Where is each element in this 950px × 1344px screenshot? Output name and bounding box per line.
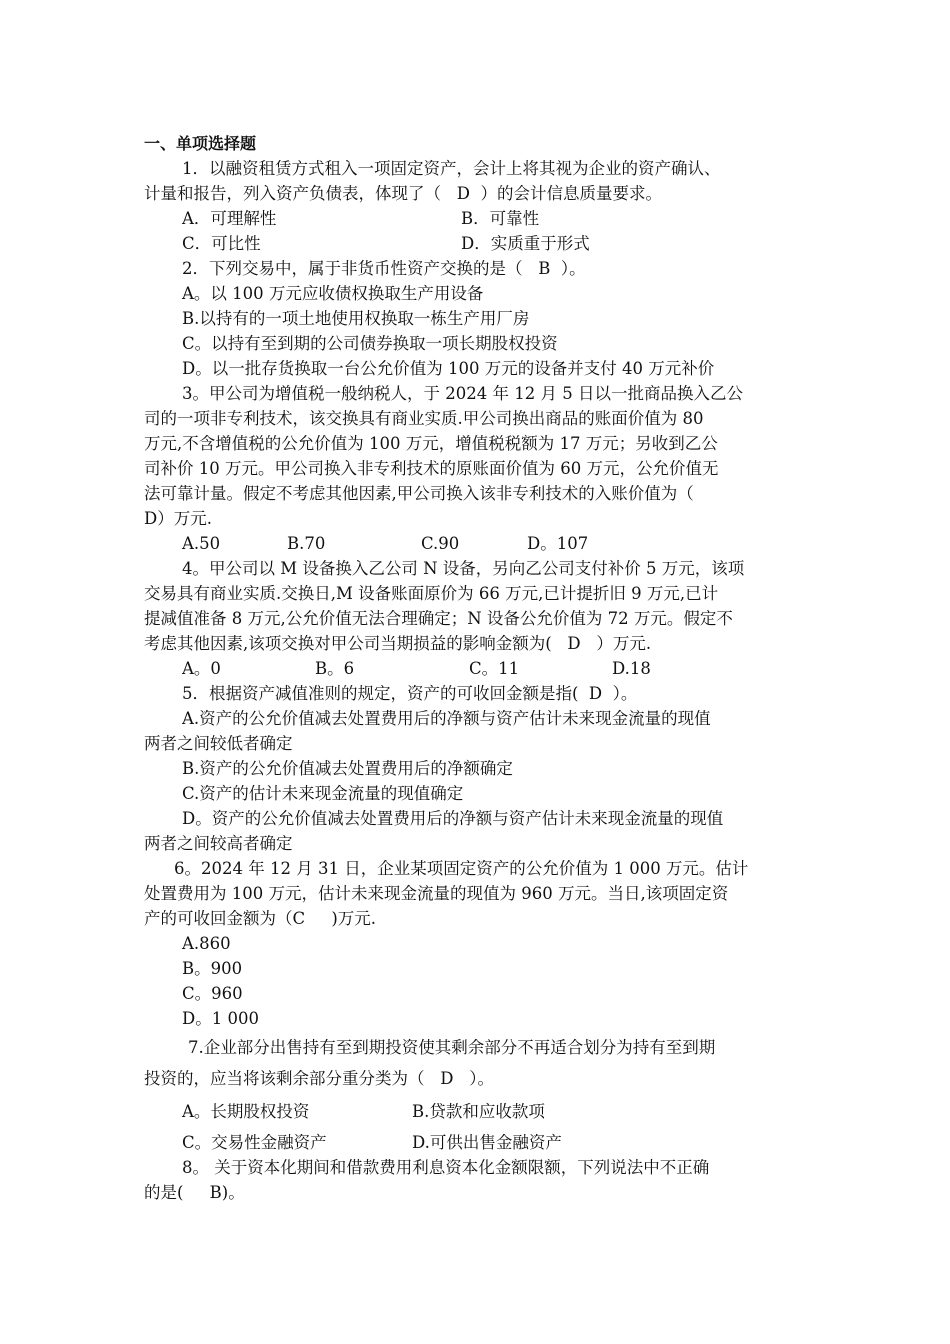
q6-option-c: C。960 [182, 984, 243, 1003]
q5-option-b: B.资产的公允价值减去处置费用后的净额确定 [182, 759, 513, 778]
q1-option-b: B．可靠性 [461, 209, 540, 228]
q1-option-d: D．实质重于形式 [461, 234, 590, 253]
q5-option-c: C.资产的估计未来现金流量的现值确定 [182, 784, 464, 803]
q3-stem-line2: 司的一项非专利技术，该交换具有商业实质.甲公司换出商品的账面价值为 80 [144, 409, 704, 428]
q6-option-b: B。900 [182, 959, 243, 978]
q6-stem-line2: 处置费用为 100 万元，估计未来现金流量的现值为 960 万元。当日,该项固定资 [144, 884, 729, 903]
q7-stem-line1: 7.企业部分出售持有至到期投资使其剩余部分不再适合划分为持有至到期 [188, 1038, 716, 1057]
q5-option-d-line1: D。资产的公允价值减去处置费用后的净额与资产估计未来现金流量的现值 [182, 809, 724, 828]
q7-option-c: C。交易性金融资产 [182, 1133, 327, 1152]
q4-stem-line3: 提减值准备 8 万元,公允价值无法合理确定；N 设备公允价值为 72 万元。假定不 [144, 609, 733, 628]
q8-stem-line2: 的是( B)。 [144, 1183, 245, 1202]
q6-option-d: D。1 000 [182, 1009, 259, 1028]
q3-stem-line3: 万元,不含增值税的公允价值为 100 万元，增值税税额为 17 万元；另收到乙公 [144, 434, 718, 453]
q4-option-d: D.18 [612, 659, 651, 678]
q3-stem-line1: 3。甲公司为增值税一般纳税人，于 2024 年 12 月 5 日以一批商品换入乙公 [182, 384, 743, 403]
q3-stem-line6: D）万元. [144, 509, 212, 528]
q4-stem-line4: 考虑其他因素,该项交换对甲公司当期损益的影响金额为( D ）万元. [144, 634, 652, 653]
q3-option-d: D。107 [527, 534, 589, 553]
q3-stem-line5: 法可靠计量。假定不考虑其他因素,甲公司换入该非专利技术的入账价值为（ [144, 484, 694, 503]
q1-stem-line2: 计量和报告，列入资产负债表，体现了（ D ）的会计信息质量要求。 [144, 184, 662, 203]
q6-option-a: A.860 [182, 934, 231, 953]
q5-option-a-line1: A.资产的公允价值减去处置费用后的净额与资产估计未来现金流量的现值 [182, 709, 711, 728]
q7-option-b: B.贷款和应收款项 [412, 1102, 545, 1121]
q6-stem-line1: 6。2024 年 12 月 31 日，企业某项固定资产的公允价值为 1 000 万元。估计 [174, 859, 749, 878]
q2-option-b: B.以持有的一项土地使用权换取一栋生产用厂房 [182, 309, 530, 328]
q4-option-a: A。0 [182, 659, 221, 678]
q2-option-d: D。以一批存货换取一台公允价值为 100 万元的设备并支付 40 万元补价 [182, 359, 715, 378]
q7-stem-line2: 投资的，应当将该剩余部分重分类为（ D ）。 [144, 1069, 494, 1088]
q7-option-d: D.可供出售金融资产 [412, 1133, 562, 1152]
q4-stem-line1: 4。甲公司以 M 设备换入乙公司 N 设备，另向乙公司支付补价 5 万元，该项 [182, 559, 745, 578]
q2-option-c: C。以持有至到期的公司债券换取一项长期股权投资 [182, 334, 558, 353]
q3-option-b: B.70 [287, 534, 326, 553]
q5-stem: 5．根据资产减值准则的规定，资产的可收回金额是指( D ）。 [182, 684, 638, 703]
q2-stem: 2．下列交易中，属于非货币性资产交换的是（ B ）。 [182, 259, 586, 278]
q1-stem-line1: 1．以融资租赁方式租入一项固定资产，会计上将其视为企业的资产确认、 [182, 159, 721, 178]
q3-option-c: C.90 [421, 534, 460, 553]
q8-stem-line1: 8。 关于资本化期间和借款费用利息资本化金额限额，下列说法中不正确 [182, 1158, 710, 1177]
q4-option-b: B。6 [315, 659, 355, 678]
q7-option-a: A。长期股权投资 [182, 1102, 310, 1121]
q2-option-a: A。以 100 万元应收债权换取生产用设备 [182, 284, 484, 303]
section-title: 一、单项选择题 [144, 134, 257, 153]
q4-stem-line2: 交易具有商业实质.交换日,M 设备账面原价为 66 万元,已计提折旧 9 万元,已计 [144, 584, 719, 603]
q3-option-a: A.50 [182, 534, 221, 553]
q5-option-d-line2: 两者之间较高者确定 [144, 834, 293, 853]
q1-option-a: A．可理解性 [182, 209, 277, 228]
q5-option-a-line2: 两者之间较低者确定 [144, 734, 293, 753]
q4-option-c: C。11 [469, 659, 520, 678]
q6-stem-line3: 产的可收回金额为（C )万元. [144, 909, 377, 928]
q3-stem-line4: 司补价 10 万元。甲公司换入非专利技术的原账面价值为 60 万元，公允价值无 [144, 459, 719, 478]
q1-option-c: C．可比性 [182, 234, 261, 253]
